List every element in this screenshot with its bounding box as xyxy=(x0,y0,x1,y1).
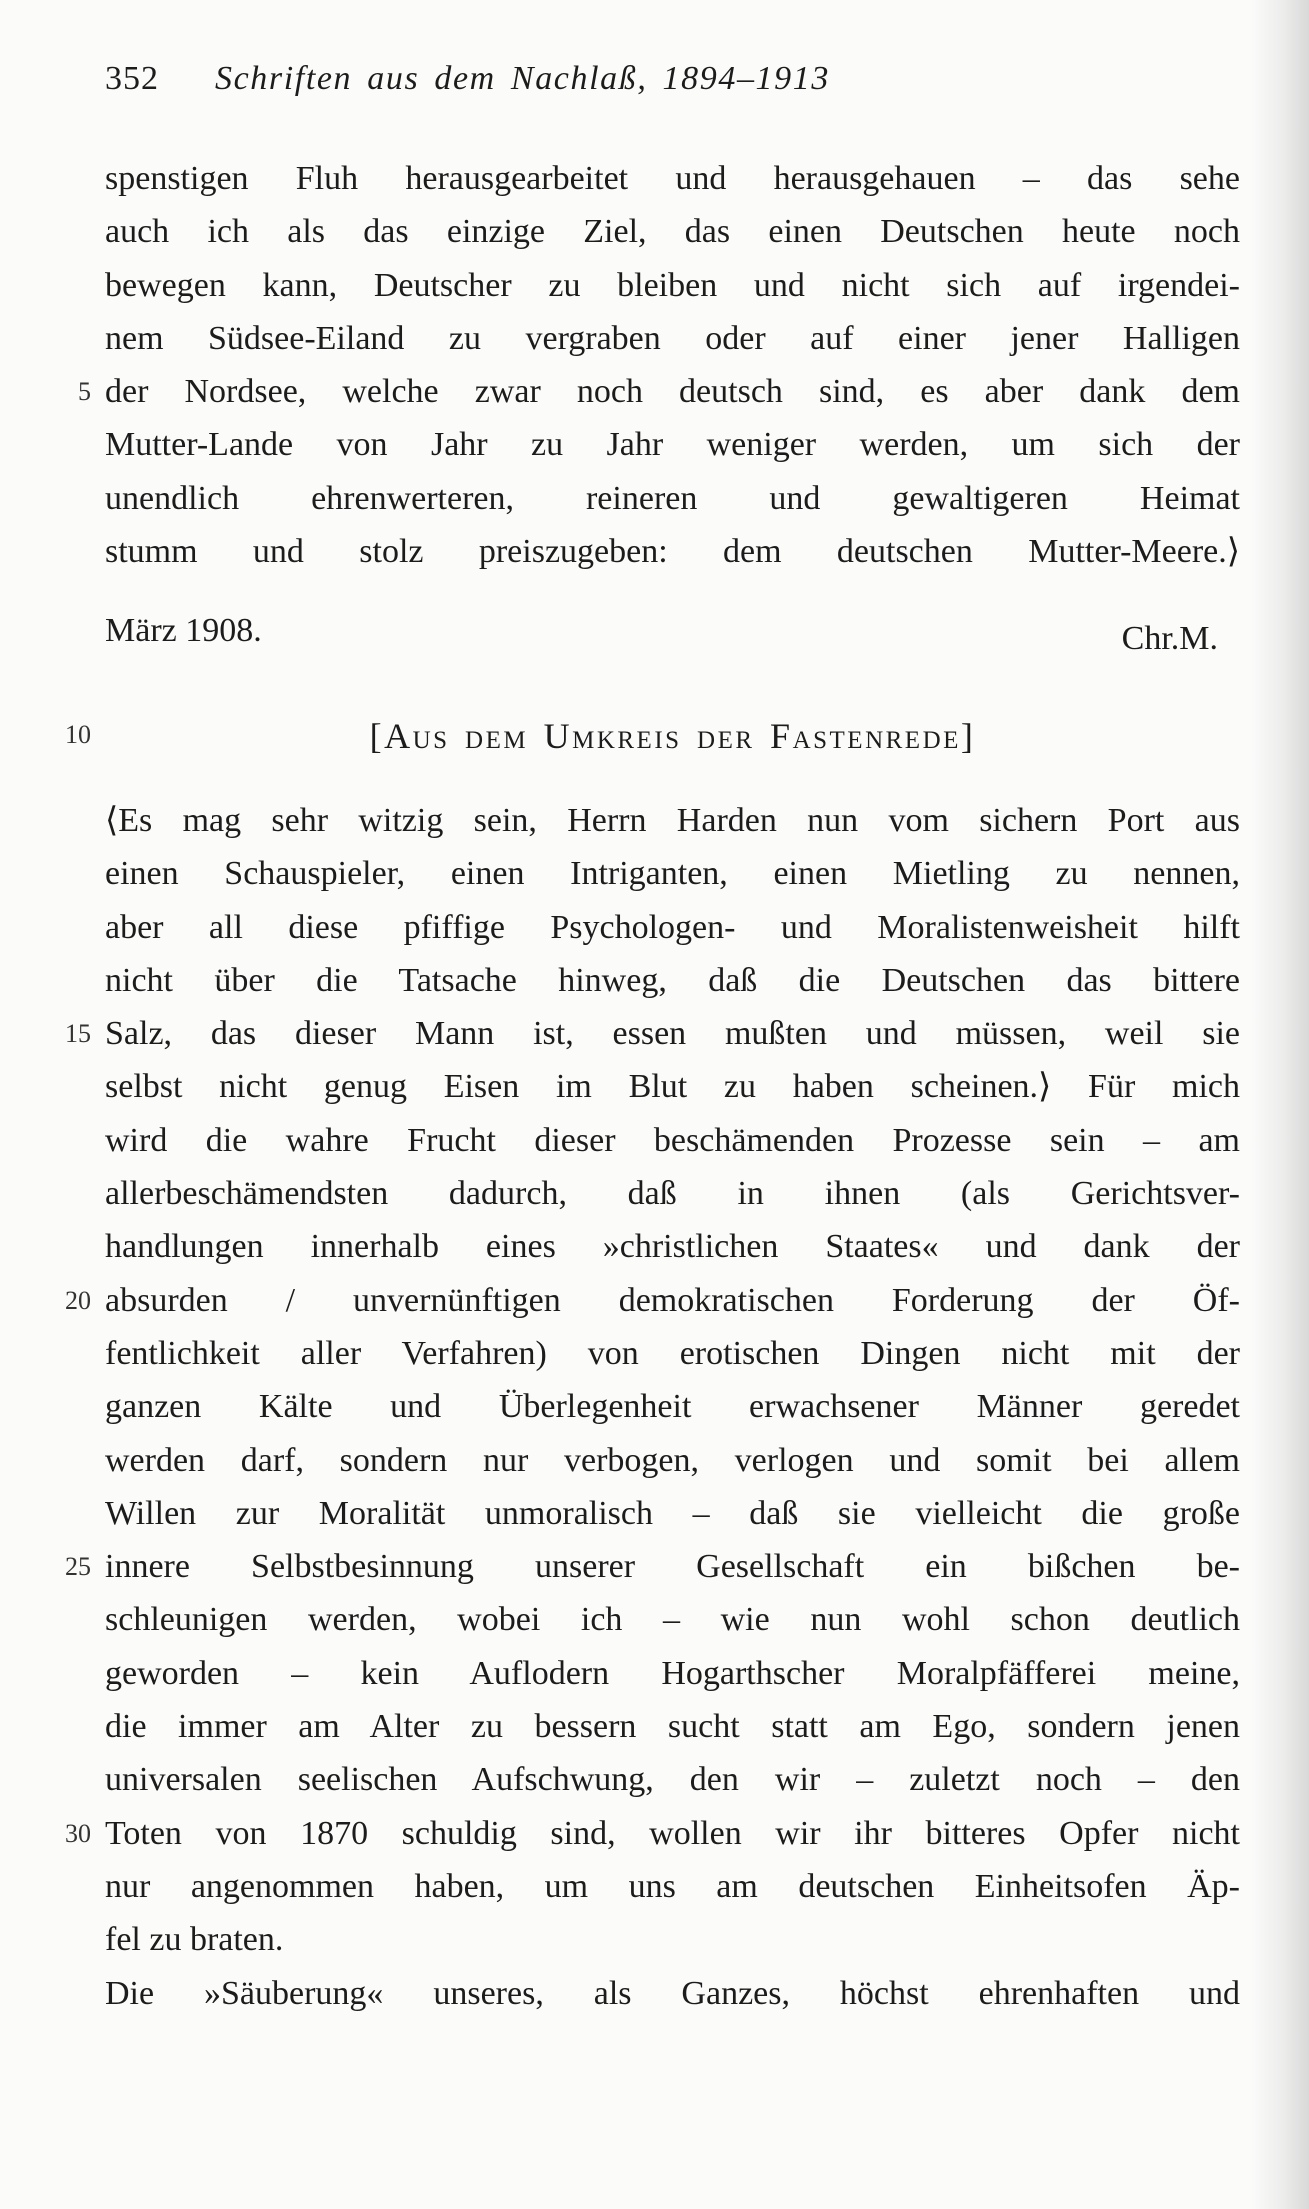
text-line xyxy=(65,1807,1240,1860)
text-line-content: unendlich ehrenwerteren, reineren und gewaltigeren Heimat xyxy=(105,479,1240,517)
paragraph-continuation xyxy=(78,152,1240,578)
text-line xyxy=(105,1860,1240,1913)
text-line xyxy=(105,1434,1240,1487)
text-line-content: fel zu braten. xyxy=(105,1921,284,1959)
text-line xyxy=(105,1167,1240,1220)
text-line xyxy=(105,1327,1240,1380)
text-line-content: Toten von 1870 schuldig sind, wollen wir ihr bitteres Opfer nicht xyxy=(105,1814,1240,1852)
text-line-content: universalen seelischen Aufschwung, den wir – zuletzt noch – den xyxy=(105,1761,1240,1799)
text-line xyxy=(105,1220,1240,1273)
text-line xyxy=(105,1593,1240,1646)
text-line-content: Willen zur Moralität unmoralisch – daß sie vielleicht die große xyxy=(105,1494,1240,1532)
text-line xyxy=(105,794,1240,847)
text-line-content: spenstigen Fluh herausgearbeitet und herausgehauen – das sehe xyxy=(105,160,1240,197)
text-line xyxy=(105,1967,1240,2020)
text-line-content: bewegen kann, Deutscher zu bleiben und nicht sich auf irgendei- xyxy=(105,266,1240,304)
text-line-content: werden darf, sondern nur verbogen, verlogen und somit bei allem xyxy=(105,1441,1240,1479)
page-number: 352 xyxy=(105,60,159,97)
text-line-content: einen Schauspieler, einen Intriganten, einen Mietling zu nennen, xyxy=(105,855,1240,893)
dateline-signature: Chr.M. xyxy=(1121,620,1218,657)
text-line xyxy=(105,1114,1240,1167)
text-line-content: innere Selbstbesinnung unserer Gesellschaft ein bißchen be- xyxy=(105,1548,1240,1586)
text-line-content: nicht über die Tatsache hinweg, daß die Deutschen das bittere xyxy=(105,961,1240,999)
text-line-content: stumm und stolz preiszugeben: dem deutschen Mutter-Meere.⟩ xyxy=(105,533,1240,571)
text-line-content: ⟨Es mag sehr witzig sein, Herrn Harden nun vom sichern Port aus xyxy=(105,802,1240,839)
text-line xyxy=(105,205,1240,258)
text-line xyxy=(105,418,1240,471)
paragraph-saeuberung xyxy=(105,1967,1240,2020)
text-line xyxy=(105,901,1240,954)
text-line-content: schleunigen werden, wobei ich – wie nun wohl schon deutlich xyxy=(105,1601,1240,1639)
text-line-content: der Nordsee, welche zwar noch deutsch sind, es aber dank dem xyxy=(105,373,1240,411)
text-line xyxy=(105,152,1240,205)
text-line-content: Die »Säuberung« unseres, als Ganzes, höchst ehrenhaften und xyxy=(105,1975,1240,2012)
text-line xyxy=(105,1913,1240,1966)
text-line xyxy=(105,847,1240,900)
margin-line-number: 15 xyxy=(65,1019,91,1049)
text-line-content: wird die wahre Frucht dieser beschämenden Prozesse sein – am xyxy=(105,1121,1240,1159)
margin-line-number: 10 xyxy=(65,720,91,749)
text-line-content: fentlichkeit aller Verfahren) von erotischen Dingen nicht mit der xyxy=(105,1334,1240,1372)
text-line xyxy=(105,1060,1240,1113)
margin-line-number: 5 xyxy=(78,377,91,407)
text-line-content: auch ich als das einzige Ziel, das einen Deutschen heute noch xyxy=(105,213,1240,251)
text-line-content: nur angenommen haben, um uns am deutschen Einheitsofen Äp- xyxy=(105,1867,1240,1905)
text-line xyxy=(105,1647,1240,1700)
text-line xyxy=(105,954,1240,1007)
text-line xyxy=(105,472,1240,525)
text-line-content: allerbeschämendsten dadurch, daß in ihnen (als Gerichtsver- xyxy=(105,1175,1240,1213)
text-line xyxy=(105,259,1240,312)
text-line xyxy=(78,365,1240,418)
paragraph-fastenrede xyxy=(65,794,1240,1967)
margin-line-number: 20 xyxy=(65,1285,91,1315)
text-line xyxy=(105,1380,1240,1433)
text-column xyxy=(65,0,1240,2209)
text-line xyxy=(105,525,1240,578)
section-heading: [Aus dem Umkreis der Fastenrede] xyxy=(369,716,976,756)
margin-line-number: 25 xyxy=(65,1552,91,1582)
margin-line-number: 30 xyxy=(65,1818,91,1848)
text-line-content: ganzen Kälte und Überlegenheit erwachsener Männer geredet xyxy=(105,1388,1240,1426)
text-line xyxy=(105,1487,1240,1540)
text-line xyxy=(65,1007,1240,1060)
text-line xyxy=(65,1274,1240,1327)
text-line xyxy=(105,1753,1240,1806)
text-line-content: aber all diese pfiffige Psychologen- und Moralistenweisheit hilft xyxy=(105,908,1240,946)
text-line-content: die immer am Alter zu bessern sucht statt am Ego, sondern jenen xyxy=(105,1708,1240,1746)
text-line xyxy=(105,312,1240,365)
text-line-content: nem Südsee-Eiland zu vergraben oder auf einer jener Halligen xyxy=(105,319,1240,357)
text-line-content: handlungen innerhalb eines »christlichen Staates« und dank der xyxy=(105,1228,1240,1266)
dateline-date: März 1908. xyxy=(105,612,262,649)
text-line-content: absurden / unvernünftigen demokratischen Forderung der Öf- xyxy=(105,1281,1240,1319)
text-line-content: Salz, das dieser Mann ist, essen mußten und müssen, weil sie xyxy=(105,1015,1240,1053)
page-edge-shadow xyxy=(1251,0,1309,2209)
dateline xyxy=(105,604,1240,657)
text-line-content: Mutter-Lande von Jahr zu Jahr weniger werden, um sich der xyxy=(105,426,1240,464)
running-title: Schriften aus dem Nachlaß, 1894–1913 xyxy=(215,60,830,97)
text-line xyxy=(65,1540,1240,1593)
text-line xyxy=(105,1700,1240,1753)
text-line-content: selbst nicht genug Eisen im Blut zu haben scheinen.⟩ Für mich xyxy=(105,1068,1240,1106)
section-heading-row xyxy=(65,708,1240,764)
text-line-content: geworden – kein Auflodern Hogarthscher Moralpfäfferei meine, xyxy=(105,1654,1240,1692)
